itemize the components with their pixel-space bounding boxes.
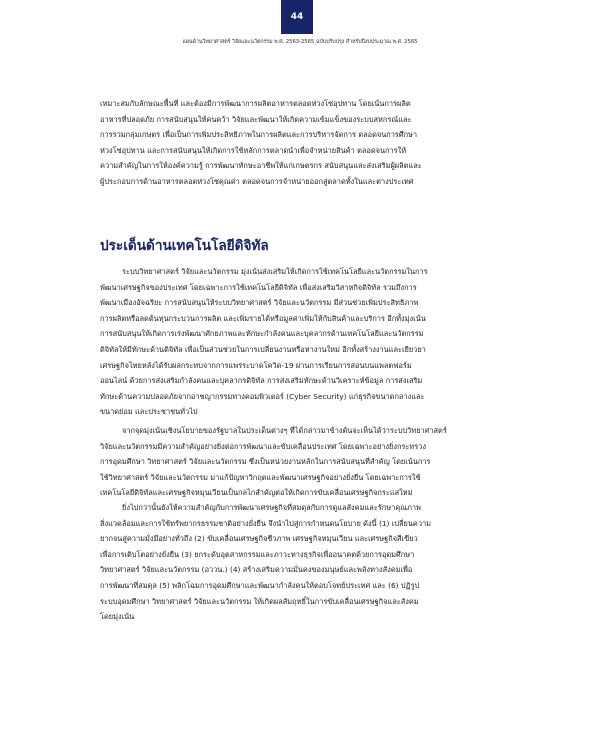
text-line: โดยมุ่งเน้น	[100, 612, 135, 622]
text-line: ห่วงโซ่อุปทาน และการสนับสนุนให้เกิดการใช้หลักการตลาดนำเพื่อจำหน่ายสินค้า ตลอดจนการให้	[100, 145, 407, 155]
text-line: การรวมกลุ่มเกษตร เพื่อเป็นการเพิ่มประสิทธิภาพในการผลิตและการบริหารจัดการ ตลอดจนการศึกษา	[100, 130, 418, 140]
text-line: ยิ่งไปกว่านั้นยังให้ความสำคัญกับการพัฒนาเศรษฐกิจที่สมดุลกับการดูแลสังคมและรักษาคุณภาพ	[122, 503, 421, 512]
text-line: เทคโนโลยีดิจิทัลและเศรษฐกิจหมุนเวียนเป็นกลไกสำคัญต่อให้เกิดการขับเคลื่อนเศรษฐกิจกระแสใหม่	[100, 488, 413, 498]
text-line: เศรษฐกิจไทยหลังได้รับผลกระทบจากการแพร่ระบาดโควิด-19 ผ่านการเรียนการสอนบนแพลตฟอร์ม	[100, 360, 412, 370]
running-header: แผนด้านวิทยาศาสตร์ วิจัยและนวัตกรรม พ.ศ. 2563-2565 ฉบับปรับปรุง สำหรับปีงบประมาณ พ.ศ. 2565	[182, 39, 418, 45]
text-line: การสนับสนุนให้เกิดการเร่งพัฒนาศักยภาพและทักษะกำลังคนและบุคลากรด้านเทคโนโลยีและนวัตกรรม	[100, 329, 424, 339]
text-line: การพัฒนาที่สมดุล (5) พลิกโฉมการอุดมศึกษาและพัฒนากำลังคนให้ตอบโจทย์ประเทศ และ (6) ปฏิรูป	[100, 580, 420, 590]
section-heading: ประเด็นด้านเทคโนโลยีดิจิทัล	[100, 238, 269, 254]
text-line: พัฒนาเศรษฐกิจของประเทศ โดยเฉพาะการใช้เทคโนโลยีดิจิทัล เพื่อส่งเสริมวิสาหกิจดิจิทัล รวมถึงการ	[100, 282, 417, 292]
text-line: วิจัยและนวัตกรรมมีความสำคัญอย่างยิ่งต่อการพัฒนาและขับเคลื่อนประเทศ โดยเฉพาะอย่างยิ่งกระทรวง	[100, 441, 426, 451]
text-line: การอุดมศึกษา วิทยาศาสตร์ วิจัยและนวัตกรรม ซึ่งเป็นหน่วยงานหลักในการสนับสนุนที่สำคัญ โดยเน้นการ	[100, 457, 431, 467]
text-line: จากจุดมุ่งเน้นเชิงนโยบายของรัฐบาลในประเด็นต่างๆ ที่ได้กล่าวมาข้างต้นจะเห็นได้ว่าระบบวิทยาศาสตร์	[122, 426, 447, 435]
text-line: ระบบวิทยาศาสตร์ วิจัยและนวัตกรรม มุ่งเน้นส่งเสริมให้เกิดการใช้เทคโนโลยีและนวัตกรรมในการ	[122, 267, 428, 276]
text-line: ระบบอุดมศึกษา วิทยาศาสตร์ วิจัยและนวัตกรรม ให้เกิดผลสัมฤทธิ์ในการขับเคลื่อนเศรษฐกิจและสังคม	[100, 596, 419, 606]
section-paragraph-3	[100, 500, 500, 625]
text-line: ใช้วิทยาศาสตร์ วิจัยและนวัตกรรม มาแก้ปัญหาวิกฤตและพัฒนาเศรษฐกิจอย่างยั่งยืน โดยเฉพาะการใช้	[100, 472, 421, 482]
text-line: ผู้ประกอบการด้านอาหารตลอดห่วงโซ่คุณค่า ตลอดจนการจำหน่ายออกสู่ตลาดทั้งในและต่างประเทศ	[100, 176, 414, 186]
text-line: ดิจิทัลให้มีทักษะด้านดิจิทัล เพื่อเป็นส่วนช่วยในการเปลี่ยนงานหรือหางานใหม่ อีกทั้งสร้างงานและเยียวยา	[100, 344, 426, 354]
text-line: ขนาดย่อม และประชาชนทั่วไป	[100, 407, 198, 417]
section-paragraph-2	[100, 423, 500, 501]
text-line: เหมาะสมกับลักษณะพื้นที่ และต้องมีการพัฒนาการผลิตอาหารตลอดห่วงโซ่อุปทาน โดยเน้นการผลิต	[100, 99, 411, 108]
text-line: เพื่อการเติบโตอย่างยั่งยืน (3) ยกระดับอุตสาหกรรมและภาวะทางธุรกิจเพื่ออนาคตด้วยการอุดมศึกษา	[100, 549, 415, 559]
section-paragraph-1	[100, 264, 500, 420]
text-line: อาหารที่ปลอดภัย การสนับสนุนให้คนคว้า วิจัยและพัฒนาให้เกิดความเข้มแข็งของระบบสหกรณ์และ	[100, 114, 412, 124]
text-line: วิทยาศาสตร์ วิจัยและนวัตกรรม (อววน.) (4) สร้างเสริมความมั่นคงของมนุษย์และพลังทางสังคมเพื่อ	[100, 565, 413, 575]
text-line: พัฒนาเมืองอัจฉริยะ การสนับสนุนให้ระบบวิทยาศาสตร์ วิจัยและนวัตกรรม มีส่วนช่วยเพิ่มประสิทธิภาพ	[100, 298, 419, 308]
text-line: ออนไลน์ ด้วยการส่งเสริมกำลังคนและบุคลากรดิจิทัล การส่งเสริมทักษะด้านวิเคราะห์ข้อมูล การส่งเสริม	[100, 376, 423, 386]
text-line: ทักษะด้านความปลอดภัยจากอาชญากรรมทางคอมพิวเตอร์ (Cyber Security) แก่ธุรกิจขนาดกลางและ	[100, 391, 425, 401]
text-line: ความสำคัญในการให้องค์ความรู้ การพัฒนาทักษะอาชีพให้แก่เกษตรกร สนับสนุนและส่งเสริมผู้ผลิตและ	[100, 161, 422, 171]
page-number: 44	[290, 12, 304, 22]
text-line: สิ่งแวดล้อมและการใช้ทรัพยากรธรรมชาติอย่างยั่งยืน จึงนำไปสู่การกำหนดนโยบาย ดังนี้ (1) เปลี่ยนความ	[100, 518, 432, 528]
text-line: การผลิตหรือลดต้นทุนกระบวนการผลิต และเพิ่มรายได้หรือมูลค่าเพิ่มให้กับสินค้าและบริการ อีกทั้งมุ่งเน้น	[100, 313, 426, 323]
intro-paragraph	[100, 96, 500, 190]
page-number-tab	[281, 0, 313, 34]
text-line: ยากจนสู่ความมั่งมีอย่างทั่วถึง (2) ขับเคลื่อนเศรษฐกิจชีวภาพ เศรษฐกิจหมุนเวียน และเศรษฐกิจสีเขียว	[100, 534, 418, 544]
